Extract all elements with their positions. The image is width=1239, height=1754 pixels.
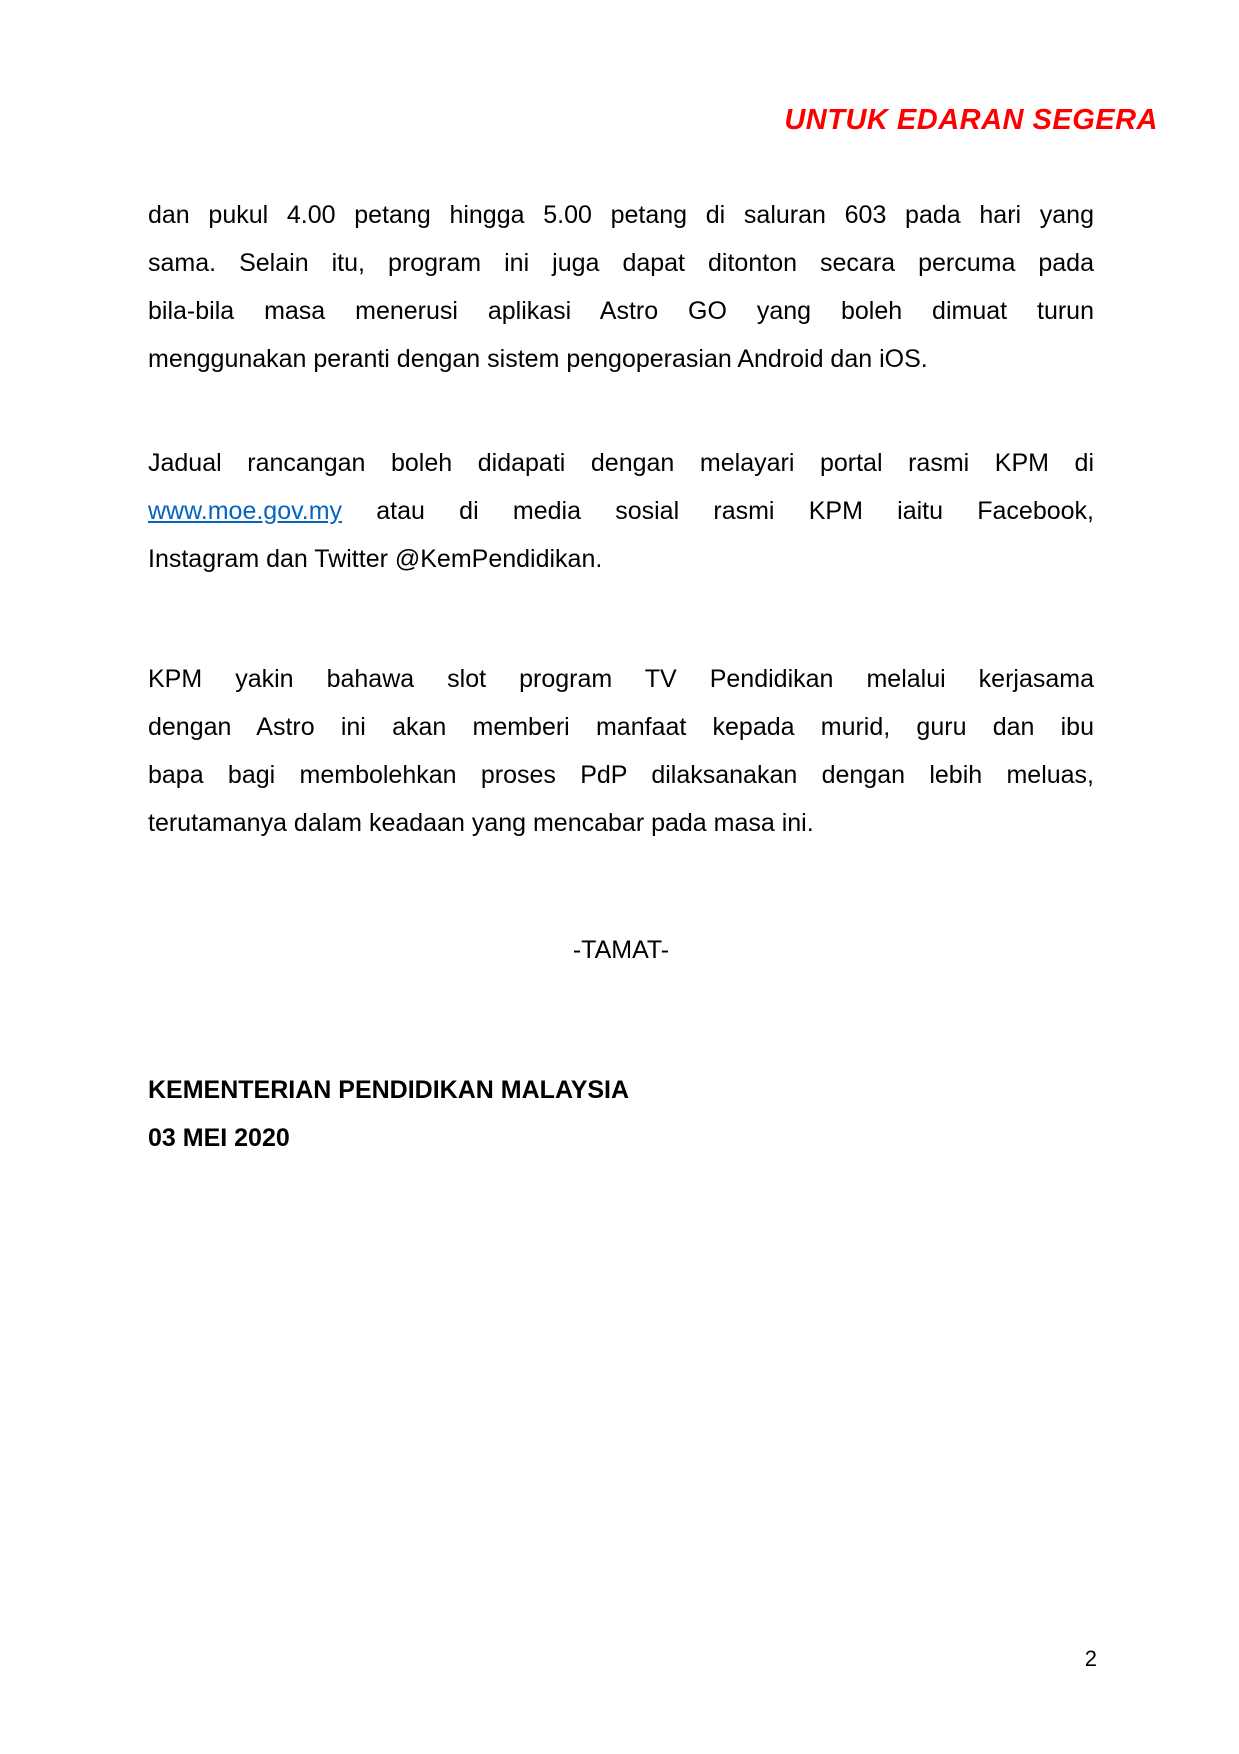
paragraph-line: terutamanya dalam keadaan yang mencabar pada masa ini. — [148, 809, 814, 837]
paragraph-line: Instagram dan Twitter @KemPendidikan. — [148, 545, 603, 573]
body-paragraph-2 — [148, 439, 1094, 583]
paragraph-line: Jadual rancangan boleh didapati dengan melayari portal rasmi KPM di — [148, 449, 1094, 477]
page-number: 2 — [1084, 1646, 1097, 1671]
paragraph-line: sama. Selain itu, program ini juga dapat ditonton secara percuma pada — [148, 249, 1094, 277]
paragraph-line-text: atau di media sosial rasmi KPM iaitu Facebook, — [342, 497, 1094, 525]
paragraph-line: bila-bila masa menerusi aplikasi Astro GO yang boleh dimuat turun — [148, 297, 1094, 325]
paragraph-line: KPM yakin bahawa slot program TV Pendidikan melalui kerjasama — [148, 665, 1094, 693]
paragraph-line: dengan Astro ini akan memberi manfaat kepada murid, guru dan ibu — [148, 713, 1094, 741]
paragraph-line: menggunakan peranti dengan sistem pengoperasian Android dan iOS. — [148, 345, 928, 373]
paragraph-line: bapa bagi membolehkan proses PdP dilaksanakan dengan lebih meluas, — [148, 761, 1094, 789]
release-tag: UNTUK EDARAN SEGERA — [784, 104, 1158, 136]
end-marker: -TAMAT- — [572, 936, 670, 964]
paragraph-line: dan pukul 4.00 petang hingga 5.00 petang di saluran 603 pada hari yang — [148, 201, 1094, 229]
signature-organization: KEMENTERIAN PENDIDIKAN MALAYSIA — [148, 1076, 630, 1104]
body-paragraph-3 — [148, 655, 1094, 847]
signature-date: 03 MEI 2020 — [148, 1124, 290, 1152]
moe-portal-link[interactable]: www.moe.gov.my — [148, 497, 343, 525]
paragraph-line — [148, 487, 1094, 535]
body-paragraph-1 — [148, 191, 1094, 383]
signature-block — [148, 1066, 1094, 1162]
